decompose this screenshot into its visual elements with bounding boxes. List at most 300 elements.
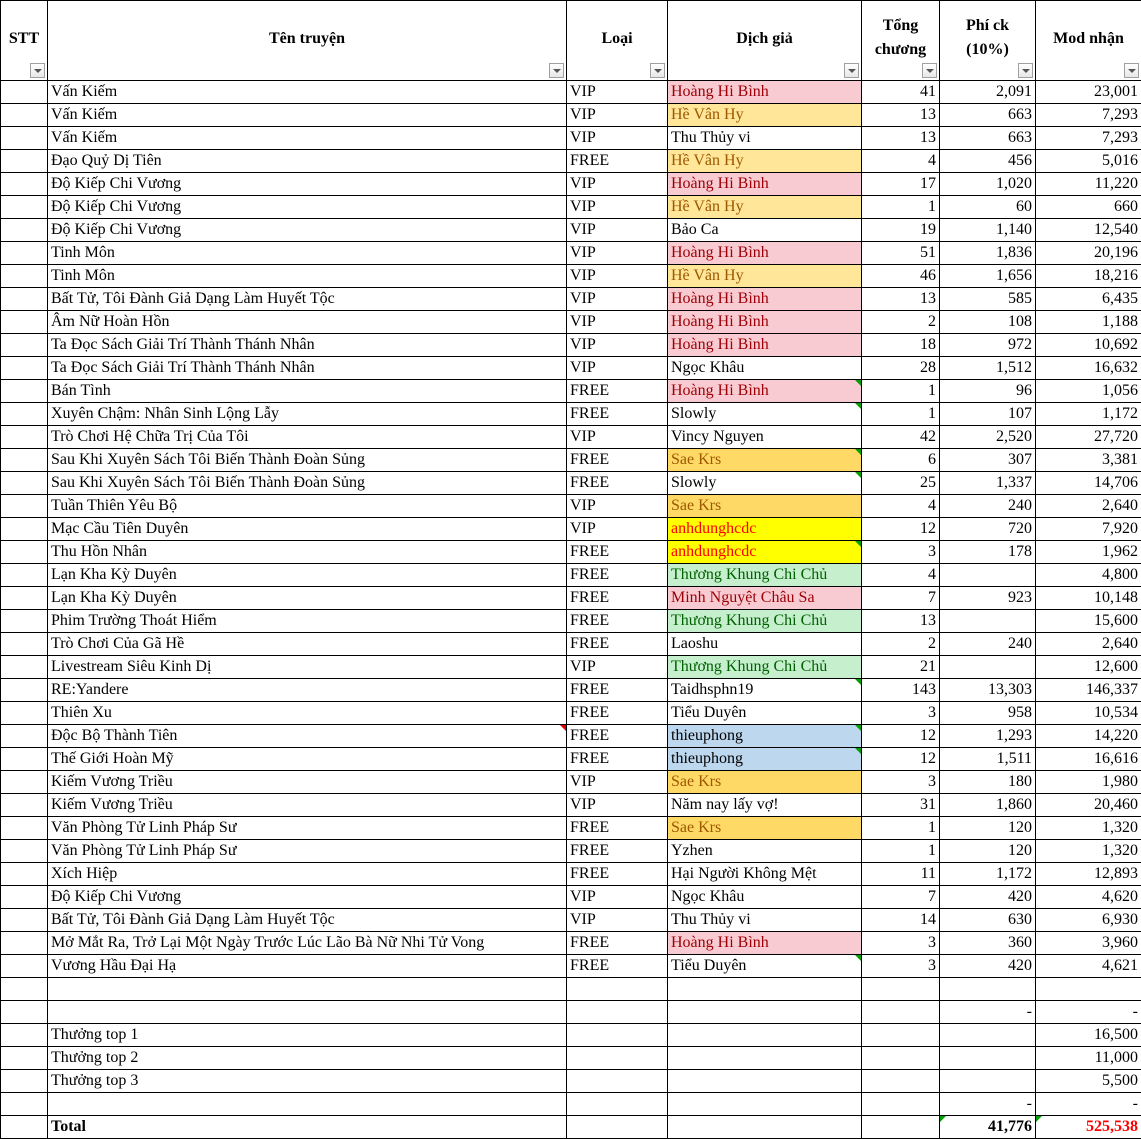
- cell-title[interactable]: Độ Kiếp Chi Vương: [48, 173, 567, 196]
- cell-title[interactable]: Đạo Quỷ Dị Tiên: [48, 150, 567, 173]
- cell-stt[interactable]: [1, 334, 48, 357]
- cell-translator[interactable]: Thương Khung Chi Chủ: [668, 564, 862, 587]
- cell-translator[interactable]: Sae Krs: [668, 495, 862, 518]
- cell-stt[interactable]: [1, 564, 48, 587]
- cell-fee[interactable]: -: [940, 1001, 1036, 1024]
- cell-title[interactable]: Độ Kiếp Chi Vương: [48, 196, 567, 219]
- cell-title[interactable]: Tuần Thiên Yêu Bộ: [48, 495, 567, 518]
- cell-stt[interactable]: [1, 748, 48, 771]
- cell-chapters[interactable]: [862, 1116, 940, 1139]
- cell-chapters[interactable]: 3: [862, 932, 940, 955]
- cell-title[interactable]: Bán Tình: [48, 380, 567, 403]
- cell-chapters[interactable]: 1: [862, 817, 940, 840]
- cell-mod[interactable]: 12,893: [1036, 863, 1141, 886]
- cell-title[interactable]: Phim Trường Thoát Hiểm: [48, 610, 567, 633]
- cell-type[interactable]: FREE: [567, 380, 668, 403]
- cell-title[interactable]: Thế Giới Hoàn Mỹ: [48, 748, 567, 771]
- cell-title[interactable]: Xuyên Chậm: Nhân Sinh Lộng Lẫy: [48, 403, 567, 426]
- cell-mod[interactable]: 15,600: [1036, 610, 1141, 633]
- cell-title[interactable]: Ta Đọc Sách Giải Trí Thành Thánh Nhân: [48, 334, 567, 357]
- cell-translator[interactable]: Hề Vân Hy: [668, 104, 862, 127]
- cell-mod[interactable]: 3,381: [1036, 449, 1141, 472]
- cell-mod[interactable]: 16,616: [1036, 748, 1141, 771]
- cell-stt[interactable]: [1, 403, 48, 426]
- cell-type[interactable]: VIP: [567, 219, 668, 242]
- cell-stt[interactable]: [1, 426, 48, 449]
- cell-mod[interactable]: 14,706: [1036, 472, 1141, 495]
- cell-fee[interactable]: 1,836: [940, 242, 1036, 265]
- cell-stt[interactable]: [1, 242, 48, 265]
- cell-fee[interactable]: [940, 978, 1036, 1001]
- cell-mod[interactable]: 5,016: [1036, 150, 1141, 173]
- cell-type[interactable]: [567, 1024, 668, 1047]
- cell-stt[interactable]: [1, 495, 48, 518]
- cell-chapters[interactable]: 14: [862, 909, 940, 932]
- cell-stt[interactable]: [1, 587, 48, 610]
- cell-title[interactable]: Âm Nữ Hoàn Hồn: [48, 311, 567, 334]
- cell-mod[interactable]: 11,220: [1036, 173, 1141, 196]
- cell-chapters[interactable]: 143: [862, 679, 940, 702]
- cell-mod[interactable]: 27,720: [1036, 426, 1141, 449]
- cell-stt[interactable]: [1, 288, 48, 311]
- cell-translator[interactable]: Tiểu Duyên: [668, 702, 862, 725]
- cell-chapters[interactable]: 19: [862, 219, 940, 242]
- cell-fee[interactable]: 2,520: [940, 426, 1036, 449]
- cell-type[interactable]: VIP: [567, 518, 668, 541]
- cell-title[interactable]: Kiếm Vương Triều: [48, 771, 567, 794]
- cell-translator[interactable]: anhdunghcdc: [668, 541, 862, 564]
- filter-dropdown-icon[interactable]: [844, 63, 859, 78]
- cell-mod[interactable]: 4,800: [1036, 564, 1141, 587]
- cell-fee[interactable]: 1,020: [940, 173, 1036, 196]
- cell-stt[interactable]: [1, 196, 48, 219]
- cell-fee[interactable]: 1,293: [940, 725, 1036, 748]
- total-fee[interactable]: 41,776: [940, 1116, 1036, 1139]
- cell-chapters[interactable]: 12: [862, 725, 940, 748]
- cell-mod[interactable]: 1,320: [1036, 817, 1141, 840]
- cell-mod[interactable]: 16,632: [1036, 357, 1141, 380]
- cell-translator[interactable]: Hoàng Hi Bình: [668, 81, 862, 104]
- cell-chapters[interactable]: 51: [862, 242, 940, 265]
- cell-fee[interactable]: 307: [940, 449, 1036, 472]
- cell-mod[interactable]: 10,692: [1036, 334, 1141, 357]
- cell-mod[interactable]: 18,216: [1036, 265, 1141, 288]
- cell-title[interactable]: Thưởng top 1: [48, 1024, 567, 1047]
- cell-type[interactable]: VIP: [567, 909, 668, 932]
- cell-stt[interactable]: [1, 1070, 48, 1093]
- cell-type[interactable]: FREE: [567, 150, 668, 173]
- cell-translator[interactable]: Slowly: [668, 472, 862, 495]
- cell-chapters[interactable]: 12: [862, 518, 940, 541]
- cell-mod[interactable]: 12,540: [1036, 219, 1141, 242]
- cell-mod[interactable]: 7,293: [1036, 104, 1141, 127]
- cell-type[interactable]: VIP: [567, 656, 668, 679]
- cell-chapters[interactable]: 1: [862, 403, 940, 426]
- cell-fee[interactable]: 585: [940, 288, 1036, 311]
- cell-title[interactable]: Độc Bộ Thành Tiên: [48, 725, 567, 748]
- cell-translator[interactable]: [668, 1047, 862, 1070]
- cell-translator[interactable]: Hoàng Hi Bình: [668, 288, 862, 311]
- cell-title[interactable]: [48, 978, 567, 1001]
- cell-fee[interactable]: [940, 1047, 1036, 1070]
- cell-fee[interactable]: 120: [940, 840, 1036, 863]
- cell-fee[interactable]: 456: [940, 150, 1036, 173]
- cell-fee[interactable]: 663: [940, 104, 1036, 127]
- cell-title[interactable]: Tinh Môn: [48, 265, 567, 288]
- total-label[interactable]: Total: [48, 1116, 567, 1139]
- cell-chapters[interactable]: 42: [862, 426, 940, 449]
- cell-mod[interactable]: 3,960: [1036, 932, 1141, 955]
- cell-title[interactable]: Xích Hiệp: [48, 863, 567, 886]
- cell-translator[interactable]: Hoàng Hi Bình: [668, 932, 862, 955]
- cell-chapters[interactable]: 13: [862, 127, 940, 150]
- cell-stt[interactable]: [1, 771, 48, 794]
- cell-type[interactable]: VIP: [567, 771, 668, 794]
- cell-stt[interactable]: [1, 886, 48, 909]
- cell-mod[interactable]: 1,962: [1036, 541, 1141, 564]
- cell-fee[interactable]: 2,091: [940, 81, 1036, 104]
- cell-title[interactable]: Tinh Môn: [48, 242, 567, 265]
- cell-fee[interactable]: 720: [940, 518, 1036, 541]
- cell-mod[interactable]: 16,500: [1036, 1024, 1141, 1047]
- cell-chapters[interactable]: 3: [862, 955, 940, 978]
- cell-title[interactable]: Bất Tử, Tôi Đành Giả Dạng Làm Huyết Tộc: [48, 909, 567, 932]
- cell-type[interactable]: FREE: [567, 403, 668, 426]
- cell-translator[interactable]: [668, 1024, 862, 1047]
- cell-translator[interactable]: Tiểu Duyên: [668, 955, 862, 978]
- cell-stt[interactable]: [1, 104, 48, 127]
- cell-mod[interactable]: -: [1036, 1093, 1141, 1116]
- cell-mod[interactable]: 6,435: [1036, 288, 1141, 311]
- cell-stt[interactable]: [1, 656, 48, 679]
- cell-chapters[interactable]: [862, 1093, 940, 1116]
- cell-fee[interactable]: [940, 1024, 1036, 1047]
- cell-stt[interactable]: [1, 219, 48, 242]
- cell-translator[interactable]: [668, 1001, 862, 1024]
- cell-translator[interactable]: Ngọc Khâu: [668, 357, 862, 380]
- cell-translator[interactable]: Sae Krs: [668, 771, 862, 794]
- cell-chapters[interactable]: 41: [862, 81, 940, 104]
- cell-type[interactable]: [567, 1070, 668, 1093]
- cell-chapters[interactable]: 2: [862, 311, 940, 334]
- cell-fee[interactable]: 663: [940, 127, 1036, 150]
- cell-chapters[interactable]: 2: [862, 633, 940, 656]
- filter-dropdown-icon[interactable]: [1124, 63, 1139, 78]
- cell-chapters[interactable]: 7: [862, 587, 940, 610]
- cell-title[interactable]: Vương Hầu Đại Hạ: [48, 955, 567, 978]
- cell-type[interactable]: VIP: [567, 196, 668, 219]
- cell-translator[interactable]: Thu Thủy vi: [668, 127, 862, 150]
- cell-mod[interactable]: 23,001: [1036, 81, 1141, 104]
- cell-mod[interactable]: 660: [1036, 196, 1141, 219]
- cell-type[interactable]: FREE: [567, 863, 668, 886]
- cell-type[interactable]: FREE: [567, 932, 668, 955]
- cell-fee[interactable]: 923: [940, 587, 1036, 610]
- cell-translator[interactable]: Hoàng Hi Bình: [668, 380, 862, 403]
- cell-mod[interactable]: 146,337: [1036, 679, 1141, 702]
- cell-mod[interactable]: 4,621: [1036, 955, 1141, 978]
- cell-fee[interactable]: 1,512: [940, 357, 1036, 380]
- cell-type[interactable]: FREE: [567, 725, 668, 748]
- cell-chapters[interactable]: 46: [862, 265, 940, 288]
- cell-type[interactable]: VIP: [567, 81, 668, 104]
- cell-translator[interactable]: Hoàng Hi Bình: [668, 173, 862, 196]
- filter-dropdown-icon[interactable]: [650, 63, 665, 78]
- cell-chapters[interactable]: 1: [862, 196, 940, 219]
- cell-type[interactable]: FREE: [567, 472, 668, 495]
- cell-type[interactable]: FREE: [567, 449, 668, 472]
- cell-chapters[interactable]: 25: [862, 472, 940, 495]
- cell-mod[interactable]: 10,534: [1036, 702, 1141, 725]
- cell-translator[interactable]: Hoàng Hi Bình: [668, 242, 862, 265]
- cell-type[interactable]: FREE: [567, 679, 668, 702]
- cell-fee[interactable]: 1,140: [940, 219, 1036, 242]
- cell-type[interactable]: VIP: [567, 334, 668, 357]
- cell-type[interactable]: VIP: [567, 495, 668, 518]
- cell-type[interactable]: [567, 1116, 668, 1139]
- cell-type[interactable]: FREE: [567, 840, 668, 863]
- cell-title[interactable]: Mở Mắt Ra, Trở Lại Một Ngày Trước Lúc Lão Bà Nữ Nhi Tử Vong: [48, 932, 567, 955]
- cell-type[interactable]: FREE: [567, 541, 668, 564]
- cell-chapters[interactable]: 18: [862, 334, 940, 357]
- cell-fee[interactable]: 107: [940, 403, 1036, 426]
- cell-translator[interactable]: Laoshu: [668, 633, 862, 656]
- cell-stt[interactable]: [1, 817, 48, 840]
- cell-mod[interactable]: 4,620: [1036, 886, 1141, 909]
- cell-chapters[interactable]: 28: [862, 357, 940, 380]
- cell-fee[interactable]: 96: [940, 380, 1036, 403]
- filter-dropdown-icon[interactable]: [1018, 63, 1033, 78]
- cell-chapters[interactable]: 13: [862, 288, 940, 311]
- cell-fee[interactable]: [940, 610, 1036, 633]
- cell-title[interactable]: Thu Hồn Nhân: [48, 541, 567, 564]
- cell-title[interactable]: RE:Yandere: [48, 679, 567, 702]
- cell-translator[interactable]: Hề Vân Hy: [668, 265, 862, 288]
- cell-mod[interactable]: 1,056: [1036, 380, 1141, 403]
- cell-fee[interactable]: 108: [940, 311, 1036, 334]
- cell-mod[interactable]: 12,600: [1036, 656, 1141, 679]
- cell-translator[interactable]: Hại Người Không Mệt: [668, 863, 862, 886]
- cell-type[interactable]: FREE: [567, 955, 668, 978]
- cell-chapters[interactable]: 4: [862, 495, 940, 518]
- cell-stt[interactable]: [1, 380, 48, 403]
- cell-title[interactable]: Thưởng top 2: [48, 1047, 567, 1070]
- cell-title[interactable]: Văn Phòng Tử Linh Pháp Sư: [48, 840, 567, 863]
- cell-chapters[interactable]: [862, 1070, 940, 1093]
- cell-chapters[interactable]: 11: [862, 863, 940, 886]
- cell-translator[interactable]: Sae Krs: [668, 449, 862, 472]
- cell-chapters[interactable]: [862, 1001, 940, 1024]
- cell-stt[interactable]: [1, 633, 48, 656]
- cell-type[interactable]: [567, 1093, 668, 1116]
- cell-title[interactable]: Vấn Kiếm: [48, 81, 567, 104]
- cell-fee[interactable]: 420: [940, 955, 1036, 978]
- cell-stt[interactable]: [1, 541, 48, 564]
- cell-translator[interactable]: anhdunghcdc: [668, 518, 862, 541]
- cell-mod[interactable]: 2,640: [1036, 495, 1141, 518]
- cell-translator[interactable]: Hoàng Hi Bình: [668, 311, 862, 334]
- cell-stt[interactable]: [1, 679, 48, 702]
- cell-fee[interactable]: -: [940, 1093, 1036, 1116]
- cell-translator[interactable]: Bảo Ca: [668, 219, 862, 242]
- cell-stt[interactable]: [1, 357, 48, 380]
- cell-fee[interactable]: [940, 1070, 1036, 1093]
- cell-mod[interactable]: 14,220: [1036, 725, 1141, 748]
- cell-type[interactable]: [567, 1001, 668, 1024]
- cell-mod[interactable]: 7,920: [1036, 518, 1141, 541]
- cell-title[interactable]: Trò Chơi Hệ Chữa Trị Của Tôi: [48, 426, 567, 449]
- cell-translator[interactable]: [668, 1116, 862, 1139]
- cell-chapters[interactable]: 12: [862, 748, 940, 771]
- cell-fee[interactable]: 1,172: [940, 863, 1036, 886]
- cell-stt[interactable]: [1, 1116, 48, 1139]
- cell-chapters[interactable]: [862, 1047, 940, 1070]
- cell-title[interactable]: Ta Đọc Sách Giải Trí Thành Thánh Nhân: [48, 357, 567, 380]
- cell-chapters[interactable]: 3: [862, 541, 940, 564]
- cell-translator[interactable]: Hề Vân Hy: [668, 196, 862, 219]
- cell-type[interactable]: FREE: [567, 702, 668, 725]
- cell-mod[interactable]: 5,500: [1036, 1070, 1141, 1093]
- total-mod[interactable]: 525,538: [1036, 1116, 1141, 1139]
- cell-fee[interactable]: 240: [940, 633, 1036, 656]
- filter-dropdown-icon[interactable]: [30, 63, 45, 78]
- cell-mod[interactable]: -: [1036, 1001, 1141, 1024]
- cell-stt[interactable]: [1, 932, 48, 955]
- filter-dropdown-icon[interactable]: [922, 63, 937, 78]
- cell-mod[interactable]: 1,320: [1036, 840, 1141, 863]
- cell-stt[interactable]: [1, 1001, 48, 1024]
- cell-title[interactable]: Vấn Kiếm: [48, 127, 567, 150]
- cell-chapters[interactable]: 3: [862, 771, 940, 794]
- cell-mod[interactable]: 7,293: [1036, 127, 1141, 150]
- cell-type[interactable]: [567, 1047, 668, 1070]
- cell-fee[interactable]: [940, 564, 1036, 587]
- cell-stt[interactable]: [1, 794, 48, 817]
- cell-title[interactable]: Sau Khi Xuyên Sách Tôi Biến Thành Đoàn Sủng: [48, 472, 567, 495]
- cell-stt[interactable]: [1, 472, 48, 495]
- cell-title[interactable]: Độ Kiếp Chi Vương: [48, 886, 567, 909]
- cell-fee[interactable]: 178: [940, 541, 1036, 564]
- cell-translator[interactable]: thieuphong: [668, 748, 862, 771]
- filter-dropdown-icon[interactable]: [549, 63, 564, 78]
- cell-type[interactable]: VIP: [567, 104, 668, 127]
- cell-type[interactable]: FREE: [567, 587, 668, 610]
- cell-stt[interactable]: [1, 725, 48, 748]
- cell-stt[interactable]: [1, 81, 48, 104]
- cell-mod[interactable]: 1,980: [1036, 771, 1141, 794]
- cell-chapters[interactable]: 6: [862, 449, 940, 472]
- cell-title[interactable]: Độ Kiếp Chi Vương: [48, 219, 567, 242]
- cell-chapters[interactable]: 1: [862, 840, 940, 863]
- cell-type[interactable]: VIP: [567, 173, 668, 196]
- cell-type[interactable]: FREE: [567, 748, 668, 771]
- cell-fee[interactable]: 120: [940, 817, 1036, 840]
- cell-translator[interactable]: Năm nay lấy vợ!: [668, 794, 862, 817]
- cell-translator[interactable]: Yzhen: [668, 840, 862, 863]
- cell-translator[interactable]: Thu Thủy vi: [668, 909, 862, 932]
- cell-stt[interactable]: [1, 702, 48, 725]
- cell-stt[interactable]: [1, 955, 48, 978]
- cell-title[interactable]: Mạc Cầu Tiên Duyên: [48, 518, 567, 541]
- cell-mod[interactable]: 10,148: [1036, 587, 1141, 610]
- cell-translator[interactable]: thieuphong: [668, 725, 862, 748]
- cell-fee[interactable]: 958: [940, 702, 1036, 725]
- cell-fee[interactable]: 420: [940, 886, 1036, 909]
- cell-type[interactable]: VIP: [567, 127, 668, 150]
- cell-type[interactable]: FREE: [567, 564, 668, 587]
- cell-chapters[interactable]: 13: [862, 610, 940, 633]
- cell-fee[interactable]: 1,860: [940, 794, 1036, 817]
- cell-type[interactable]: VIP: [567, 265, 668, 288]
- cell-chapters[interactable]: 13: [862, 104, 940, 127]
- cell-mod[interactable]: 2,640: [1036, 633, 1141, 656]
- cell-stt[interactable]: [1, 840, 48, 863]
- cell-chapters[interactable]: 31: [862, 794, 940, 817]
- cell-mod[interactable]: 20,460: [1036, 794, 1141, 817]
- cell-fee[interactable]: 13,303: [940, 679, 1036, 702]
- cell-mod[interactable]: 20,196: [1036, 242, 1141, 265]
- cell-type[interactable]: VIP: [567, 794, 668, 817]
- cell-translator[interactable]: [668, 978, 862, 1001]
- cell-type[interactable]: [567, 978, 668, 1001]
- cell-mod[interactable]: [1036, 978, 1141, 1001]
- cell-type[interactable]: VIP: [567, 426, 668, 449]
- cell-stt[interactable]: [1, 265, 48, 288]
- cell-title[interactable]: Livestream Siêu Kinh Dị: [48, 656, 567, 679]
- cell-mod[interactable]: 1,188: [1036, 311, 1141, 334]
- cell-mod[interactable]: 1,172: [1036, 403, 1141, 426]
- cell-translator[interactable]: Taidhsphn19: [668, 679, 862, 702]
- cell-stt[interactable]: [1, 518, 48, 541]
- cell-stt[interactable]: [1, 1093, 48, 1116]
- cell-fee[interactable]: 1,656: [940, 265, 1036, 288]
- cell-fee[interactable]: 360: [940, 932, 1036, 955]
- cell-title[interactable]: Sau Khi Xuyên Sách Tôi Biến Thành Đoàn Sủng: [48, 449, 567, 472]
- cell-fee[interactable]: 240: [940, 495, 1036, 518]
- cell-type[interactable]: VIP: [567, 242, 668, 265]
- cell-fee[interactable]: 972: [940, 334, 1036, 357]
- cell-title[interactable]: Kiếm Vương Triều: [48, 794, 567, 817]
- cell-chapters[interactable]: 3: [862, 702, 940, 725]
- cell-type[interactable]: FREE: [567, 633, 668, 656]
- cell-stt[interactable]: [1, 449, 48, 472]
- cell-translator[interactable]: [668, 1093, 862, 1116]
- cell-stt[interactable]: [1, 173, 48, 196]
- cell-chapters[interactable]: 4: [862, 150, 940, 173]
- cell-translator[interactable]: Hề Vân Hy: [668, 150, 862, 173]
- cell-title[interactable]: [48, 1001, 567, 1024]
- cell-stt[interactable]: [1, 610, 48, 633]
- cell-chapters[interactable]: 7: [862, 886, 940, 909]
- cell-translator[interactable]: Thương Khung Chi Chủ: [668, 656, 862, 679]
- cell-title[interactable]: Bất Tử, Tôi Đành Giả Dạng Làm Huyết Tộc: [48, 288, 567, 311]
- cell-chapters[interactable]: 21: [862, 656, 940, 679]
- cell-stt[interactable]: [1, 311, 48, 334]
- cell-translator[interactable]: Slowly: [668, 403, 862, 426]
- cell-title[interactable]: Lạn Kha Kỳ Duyên: [48, 587, 567, 610]
- cell-type[interactable]: VIP: [567, 886, 668, 909]
- cell-type[interactable]: FREE: [567, 817, 668, 840]
- cell-stt[interactable]: [1, 1024, 48, 1047]
- cell-title[interactable]: Vấn Kiếm: [48, 104, 567, 127]
- cell-title[interactable]: [48, 1093, 567, 1116]
- cell-title[interactable]: Văn Phòng Tử Linh Pháp Sư: [48, 817, 567, 840]
- cell-type[interactable]: VIP: [567, 357, 668, 380]
- cell-fee[interactable]: [940, 656, 1036, 679]
- cell-fee[interactable]: 60: [940, 196, 1036, 219]
- cell-title[interactable]: Lạn Kha Kỳ Duyên: [48, 564, 567, 587]
- cell-stt[interactable]: [1, 863, 48, 886]
